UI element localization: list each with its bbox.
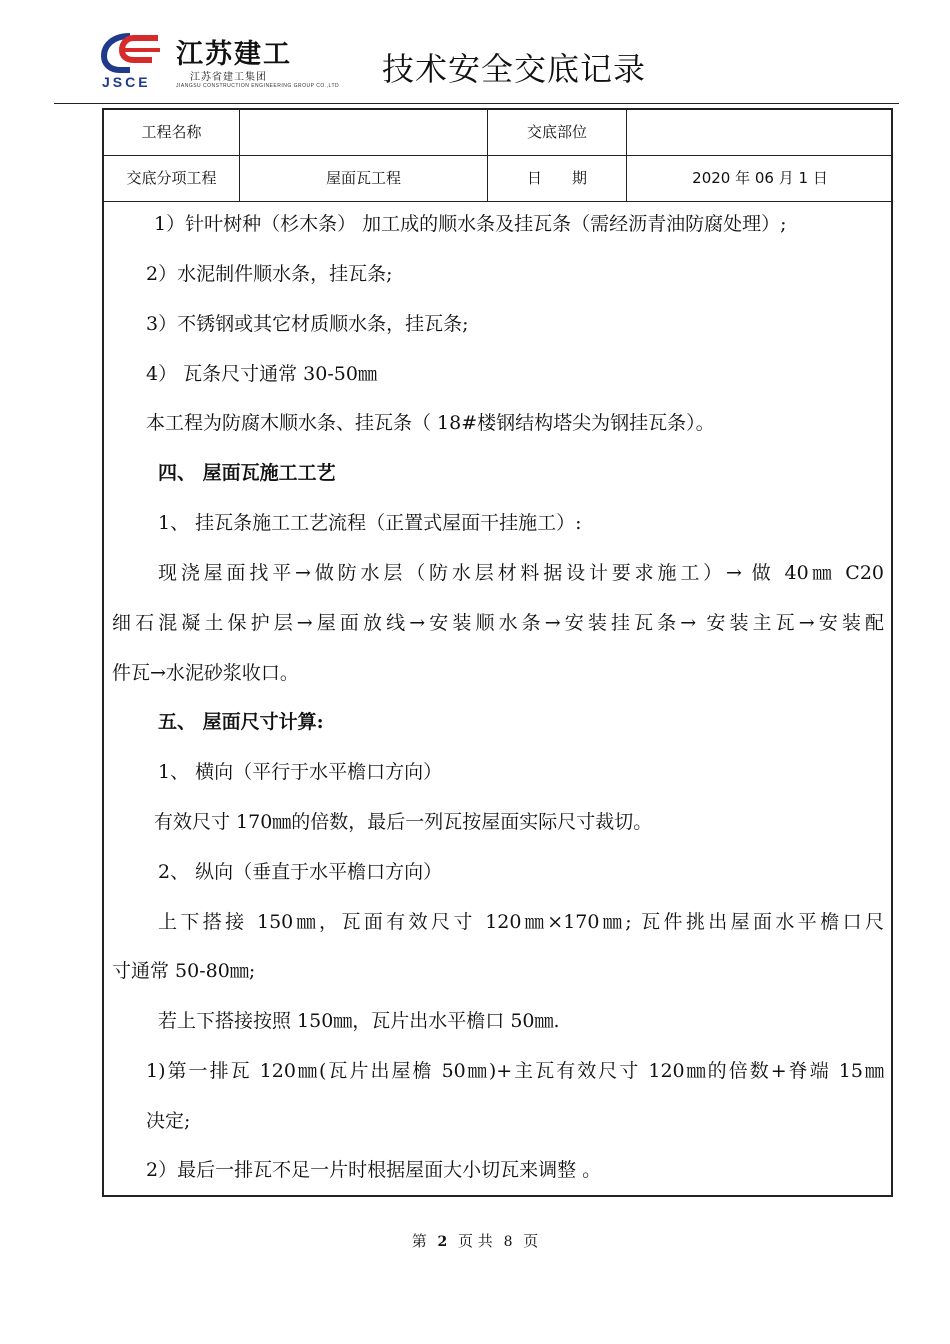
section-heading: 四、 屋面瓦施工工艺 [158,462,336,484]
content-line: 1、 挂瓦条施工工艺流程（正置式屋面干挂施工）: [158,512,582,534]
content-line: 若上下搭接按照 150㎜，瓦片出水平檐口 50㎜. [158,1010,560,1032]
total-pages: 8 [503,1234,513,1250]
content-line: 决定; [146,1110,191,1132]
header-rule [54,103,899,104]
content-line: 细石混凝土保护层→屋面放线→安装顺水条→安装挂瓦条→ 安装主瓦→安装配 [112,612,884,634]
page-footer [0,1230,950,1251]
header-row-project [104,110,891,156]
logo-cn-name: 江苏建工 [176,39,292,70]
content-line: 1、 横向（平行于水平檐口方向） [158,761,443,783]
content-line: 4） 瓦条尺寸通常 30-50㎜ [146,363,377,385]
content-line: 3）不锈钢或其它材质顺水条，挂瓦条; [146,313,469,335]
content-line: 2、 纵向（垂直于水平檐口方向） [158,861,443,883]
page-number: 2 [437,1234,448,1250]
handover-location-value [627,110,893,155]
content-line: 上下搭接 150㎜，瓦面有效尺寸 120㎜×170㎜; 瓦件挑出屋面水平檐口尺 [158,911,884,933]
header-row-subitem [104,156,891,202]
content-line: 2）水泥制件顺水条，挂瓦条; [146,263,393,285]
logo-en-name: JIANGSU CONSTRUCTION ENGINEERING GROUP CO.,LTD [176,83,340,89]
subitem-value: 屋面瓦工程 [240,156,488,201]
date-value: 2020 年 06 月 1 日 [692,169,828,187]
content-line: 件瓦→水泥砂浆收口。 [112,662,299,684]
content-line: 现浇屋面找平→做防水层（防水层材料据设计要求施工）→ 做 40㎜ C20 [158,562,884,584]
content-line: 本工程为防腐木顺水条、挂瓦条（ 18#楼钢结构塔尖为钢挂瓦条）。 [146,412,715,434]
section-heading: 五、 屋面尺寸计算: [158,711,324,733]
content-line: 1）针叶树种（杉木条） 加工成的顺水条及挂瓦条（需经沥青油防腐处理）; [154,213,787,235]
handover-location-label: 交底部位 [488,110,627,155]
company-logo [100,32,340,92]
project-name-value [240,110,488,155]
project-name-label: 工程名称 [104,110,240,155]
logo-latin-text: JSCE [102,74,151,90]
content-line: 1)第一排瓦 120㎜(瓦片出屋檐 50㎜)+主瓦有效尺寸 120㎜的倍数+脊端 15㎜ [146,1060,884,1082]
footer-suffix: 页 [523,1232,539,1250]
footer-prefix: 第 [411,1232,427,1250]
document-title: 技术安全交底记录 [382,50,647,88]
document-frame [102,108,893,1197]
logo-cn-subtitle: 江苏省建工集团 [190,72,267,83]
content-line: 2）最后一排瓦不足一片时根据屋面大小切瓦来调整 。 [146,1159,602,1181]
content-line: 有效尺寸 170㎜的倍数，最后一列瓦按屋面实际尺寸裁切。 [154,811,653,833]
content-line: 寸通常 50-80㎜; [112,960,256,982]
date-label: 日 期 [488,156,627,201]
subitem-label: 交底分项工程 [104,156,240,201]
footer-middle: 页 共 [458,1232,493,1250]
